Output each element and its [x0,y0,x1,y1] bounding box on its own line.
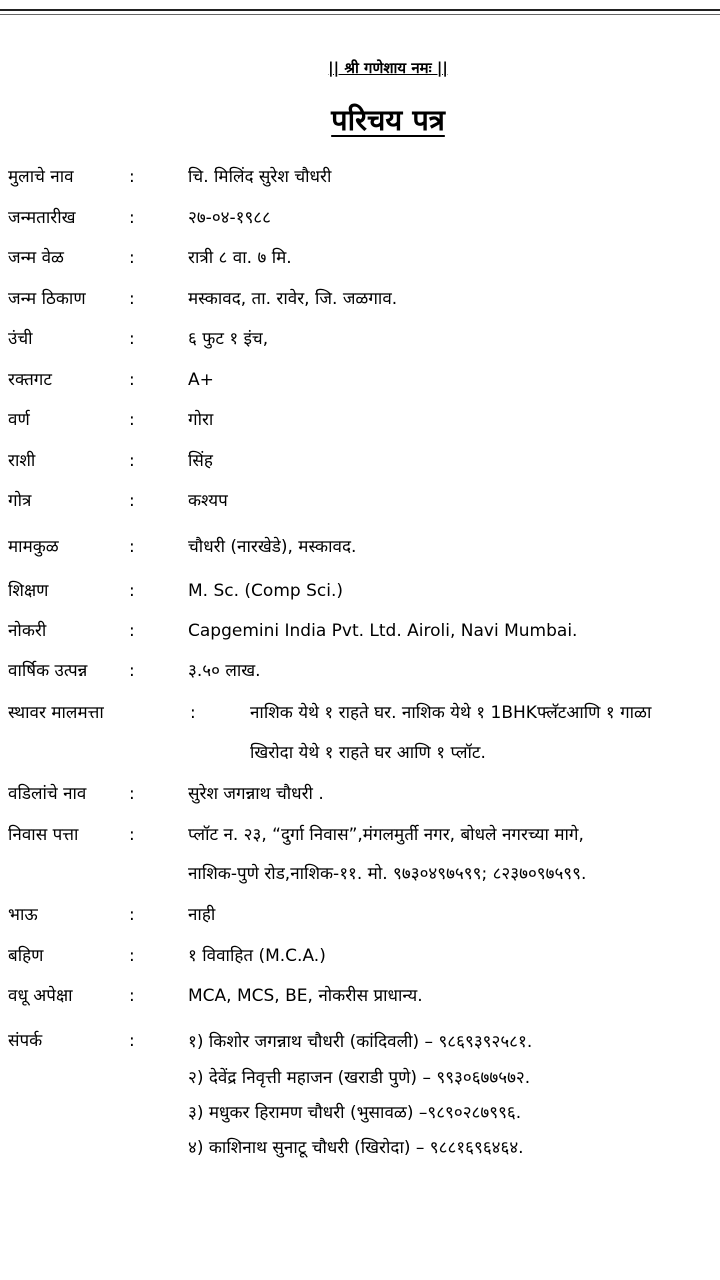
field-label: भाऊ [8,905,38,925]
property-colon: : [190,703,196,723]
address-colon: : [129,825,135,845]
address-line1: प्लॉट न. २३, “दुर्गा निवास”,मंगलमुर्ती नगर, बोधले नगरच्या मागे, [188,825,584,845]
contact-item: ३) मधुकर हिरामण चौधरी (भुसावळ) –९८९०२८७९९६. [188,1103,522,1123]
field-colon: : [129,491,135,511]
field-label: शिक्षण [8,581,49,601]
field-value: २७-०४-१९८८ [188,208,271,228]
field-value: चौधरी (नारखेडे), मस्कावद. [188,537,357,557]
field-colon: : [129,661,135,681]
field-colon: : [129,208,135,228]
field-colon: : [129,167,135,187]
field-value: ३.५० लाख. [188,661,261,681]
field-colon: : [129,946,135,966]
property-value-line2: खिरोदा येथे १ राहते घर आणि १ प्लॉट. [250,743,486,763]
top-border-line [0,9,720,11]
field-value: ६ फुट १ इंच, [188,329,269,349]
field-label: बहिण [8,946,44,966]
field-value: गोरा [188,410,214,430]
field-colon: : [129,410,135,430]
property-value-line1: नाशिक येथे १ राहते घर. नाशिक येथे १ 1BHKफ्लॅटआणि १ गाळा [250,703,652,723]
field-colon: : [129,537,135,557]
address-label: निवास पत्ता [8,825,79,845]
field-value: सिंह [188,451,213,471]
field-colon: : [129,451,135,471]
field-label: उंची [8,329,33,349]
field-label: वर्ण [8,410,30,430]
field-colon: : [129,289,135,309]
field-colon: : [129,329,135,349]
field-value: M. Sc. (Comp Sci.) [188,581,343,601]
field-label: वार्षिक उत्पन्न [8,661,88,681]
field-value: Capgemini India Pvt. Ltd. Airoli, Navi Mumbai. [188,621,578,641]
field-value: रात्री ८ वा. ७ मि. [188,248,292,268]
field-colon: : [129,905,135,925]
contact-label: संपर्क [8,1031,43,1051]
address-line2: नाशिक-पुणे रोड,नाशिक-११. मो. ९७३०४९७५९९; ८२३७०९७५९९. [188,864,587,884]
field-value: A+ [188,370,214,390]
field-value: नाही [188,905,216,925]
field-label: राशी [8,451,36,471]
invocation-heading: || श्री गणेशाय नमः || [328,59,448,77]
field-label: वधू अपेक्षा [8,986,73,1006]
father-label: वडिलांचे नाव [8,784,87,804]
field-label: जन्म ठिकाण [8,289,86,309]
field-value: MCA, MCS, BE, नोकरीस प्राधान्य. [188,986,423,1006]
father-colon: : [129,784,135,804]
field-value: कश्यप [188,491,228,511]
field-label: मुलाचे नाव [8,167,74,187]
field-colon: : [129,370,135,390]
contact-colon: : [129,1031,135,1051]
top-border-line-thin [0,14,720,15]
field-value: चि. मिलिंद सुरेश चौधरी [188,167,332,187]
contact-item: १) किशोर जगन्नाथ चौधरी (कांदिवली) – ९८६९३९२५८१. [188,1032,533,1052]
field-colon: : [129,248,135,268]
contact-item: २) देवेंद्र निवृत्ती महाजन (खराडी पुणे) – ९९३०६७७५७२. [188,1068,531,1088]
father-value: सुरेश जगन्नाथ चौधरी . [188,784,324,804]
field-label: जन्म वेळ [8,248,64,268]
contact-item: ४) काशिनाथ सुनाटू चौधरी (खिरोदा) – ९८८१६९६४६४. [188,1138,524,1158]
field-label: जन्मतारीख [8,208,76,228]
field-label: रक्तगट [8,370,52,390]
field-colon: : [129,621,135,641]
field-colon: : [129,986,135,1006]
field-label: नोकरी [8,621,47,641]
field-label: मामकुळ [8,537,59,557]
page-title: परिचय पत्र [331,103,445,137]
property-label: स्थावर मालमत्ता [8,703,104,723]
field-value: मस्कावद, ता. रावेर, जि. जळगाव. [188,289,398,309]
field-label: गोत्र [8,491,32,511]
field-colon: : [129,581,135,601]
field-value: १ विवाहित (M.C.A.) [188,946,326,966]
